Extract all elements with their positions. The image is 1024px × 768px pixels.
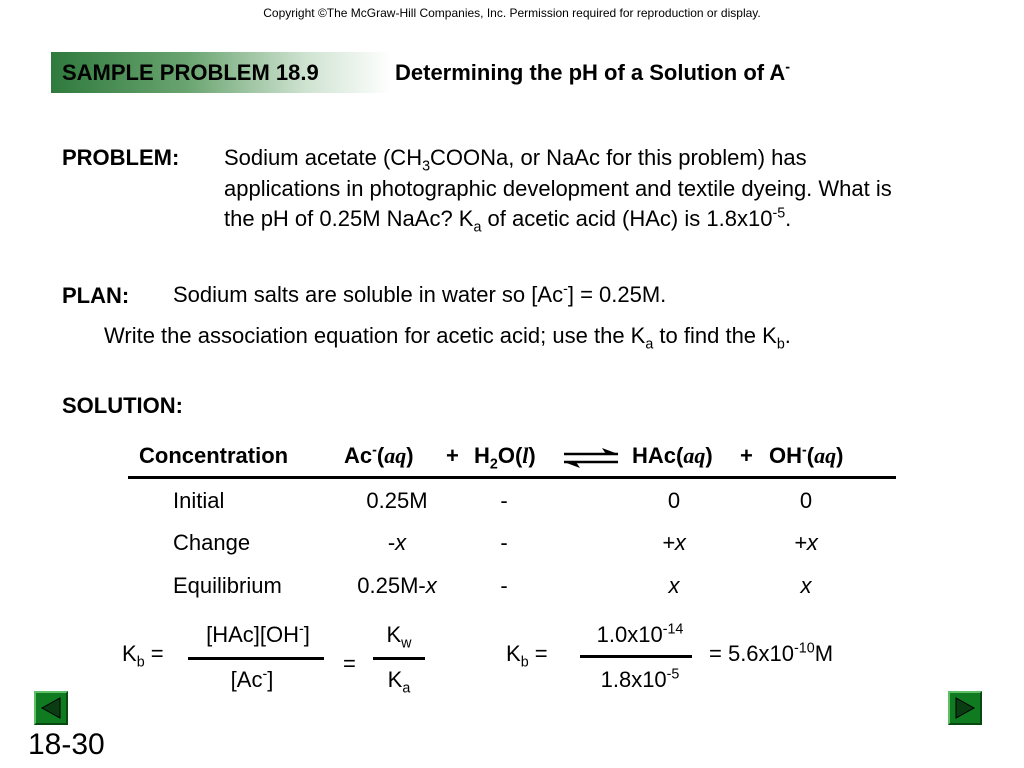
header-acetic-acid: HAc(aq) bbox=[632, 443, 713, 468]
equilibrium-acetic-acid: x bbox=[668, 573, 680, 598]
plan-label: PLAN: bbox=[62, 283, 130, 308]
initial-water: - bbox=[500, 488, 508, 513]
header-hydroxide: OH-(aq) bbox=[769, 442, 844, 468]
triangle-left-icon bbox=[36, 693, 66, 723]
kb-value-denominator: $1.8x10^{-5}$ bbox=[600, 666, 680, 692]
change-acetate: -x bbox=[387, 530, 407, 555]
problem-label: PROBLEM: bbox=[62, 145, 180, 170]
kb-value-result: = $5.6x10^{-10}M$ bbox=[709, 640, 834, 666]
equilibrium-water: - bbox=[500, 573, 508, 598]
kb-value-numerator: $1.0x10^{-14}$ bbox=[596, 621, 684, 647]
triangle-right-icon bbox=[950, 693, 980, 723]
plan-text-line1: Sodium salts are soluble in water so [Ac-] = 0.25M. bbox=[173, 281, 667, 307]
row-label-change: Change bbox=[173, 530, 251, 555]
change-acetic-acid: +x bbox=[662, 530, 686, 555]
solution-label: SOLUTION: bbox=[62, 393, 183, 418]
header-plus-2: + bbox=[740, 443, 753, 468]
initial-acetate: 0.25M bbox=[366, 488, 428, 513]
kb-value-fraction-bar bbox=[580, 655, 692, 658]
slide-number: 18-30 bbox=[28, 728, 105, 761]
change-hydroxide: +x bbox=[794, 530, 818, 555]
equilibrium-acetate: 0.25M-x bbox=[357, 573, 437, 598]
row-label-initial: Initial bbox=[173, 488, 225, 513]
equilibrium-arrows-icon bbox=[562, 447, 620, 469]
initial-acetic-acid: 0 bbox=[667, 488, 681, 513]
kb-expression-fraction-bar bbox=[188, 657, 324, 660]
table-header-rule bbox=[128, 476, 896, 479]
kb-expression-denominator: [Ac-] bbox=[230, 666, 274, 692]
ka-denominator: $K_a$ bbox=[387, 667, 411, 697]
next-slide-button[interactable] bbox=[948, 691, 982, 725]
change-water: - bbox=[500, 530, 508, 555]
header-acetate: Ac-(aq) bbox=[344, 442, 414, 468]
previous-slide-button[interactable] bbox=[34, 691, 68, 725]
slide-title: Determining the pH of a Solution of A- bbox=[395, 59, 791, 85]
header-plus-1: + bbox=[446, 443, 459, 468]
kw-ka-fraction-bar bbox=[373, 657, 425, 660]
problem-text: Sodium acetate ($CH_3COONa$, or NaAc for this problem) has applications in photographic development and textile dyeing. What is the pH of 0.25M NaAc? $K_a$ of acetic acid (HAc) is $1.8x10^{-5}$. bbox=[224, 145, 892, 236]
kb-expression-equals: = bbox=[343, 651, 356, 676]
kw-numerator: $K_w$ bbox=[386, 622, 412, 652]
equilibrium-hydroxide: x bbox=[800, 573, 812, 598]
kb-expression-numerator: [HAc][OH-] bbox=[206, 621, 310, 647]
kb-value-lhs: $K_b$ = bbox=[506, 641, 548, 671]
row-label-equilibrium: Equilibrium bbox=[173, 573, 282, 598]
sample-problem-label: SAMPLE PROBLEM 18.9 bbox=[62, 60, 319, 85]
plan-text-line2: Write the association equation for acetic acid; use the $K_a$ to find the $K_b$. bbox=[104, 323, 791, 353]
header-concentration: Concentration bbox=[139, 443, 289, 468]
kb-expression-lhs: $K_b$ = bbox=[122, 641, 164, 671]
copyright-notice: Copyright ©The McGraw-Hill Companies, Inc. Permission required for reproduction or display. bbox=[263, 6, 761, 20]
initial-hydroxide: 0 bbox=[799, 488, 813, 513]
header-water: $H_2O(l)$ bbox=[474, 443, 536, 473]
